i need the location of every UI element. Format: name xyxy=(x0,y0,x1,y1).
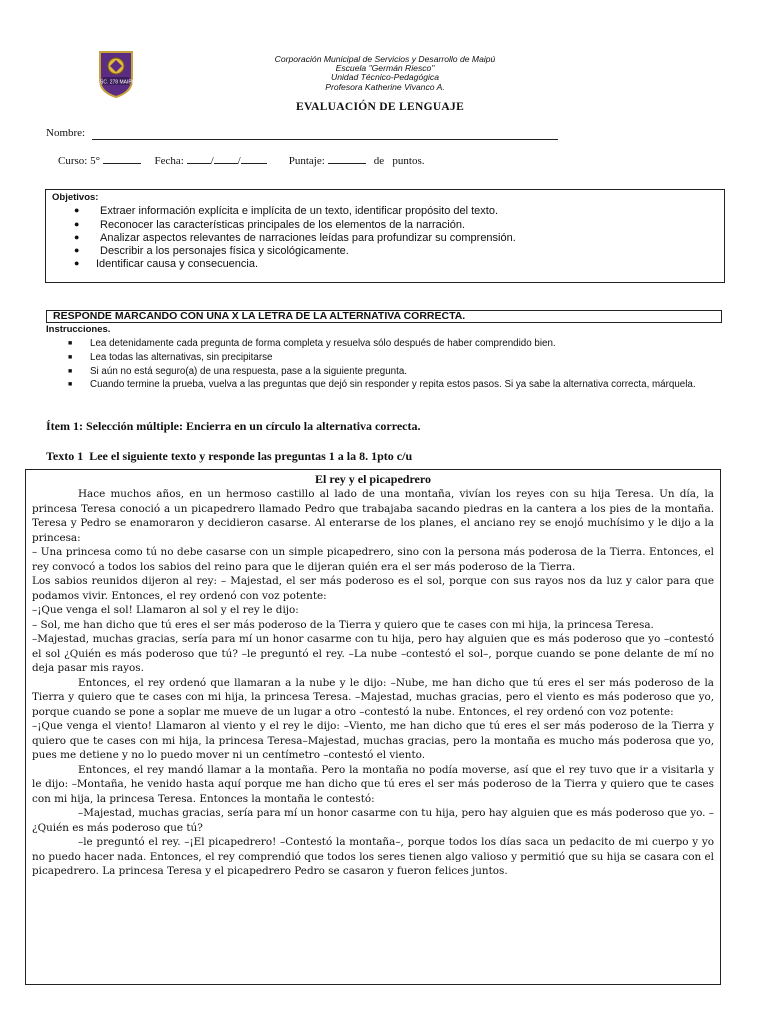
objectives-title: Objetivos: xyxy=(52,192,99,203)
square-bullet-icon: ■ xyxy=(68,354,73,361)
objective-text: Identificar causa y consecuencia. xyxy=(96,258,259,270)
name-field[interactable] xyxy=(92,139,558,140)
item-1-heading: Ítem 1: Selección múltiple: Encierra en un círculo la alternativa correcta. xyxy=(46,419,421,433)
course-label: Curso: 5° xyxy=(58,155,100,167)
objective-text: Analizar aspectos relevantes de narraciones leídas para profundizar su comprensión. xyxy=(100,232,516,244)
story-paragraph: Entonces, el rey mandó llamar a la montaña. Pero la montaña no podía moverse, así que el rey tuvo que ir a visitarla y le dijo: –Montaña, he venido hasta aquí porque me han dicho que tú eres el ser más poderoso de la Tierra y quiero que te cases con mi hija, la princesa Teresa. Entonces la montaña le contestó: xyxy=(32,763,714,805)
instruction-item xyxy=(68,378,718,391)
institution-line: Unidad Técnico-Pedagógica xyxy=(331,72,439,83)
story-paragraph: Hace muchos años, en un hermoso castillo al lado de una montaña, vivían los reyes con su hija Teresa. Un día, la princesa Teresa conoció a un picapedrero llamado Pedro que trabajaba sacando piedras en la cantera a los pies de la montaña. Teresa y Pedro se enamoraron y decidieron casarse. Al enterarse de los planes, el anciano rey se enojó muchísimo y le dijo a la princesa: xyxy=(32,488,714,544)
date-month-field[interactable] xyxy=(214,153,238,164)
date-year-field[interactable] xyxy=(241,153,267,164)
logo-text: ESC. 278 MAIPÚ xyxy=(98,79,134,86)
story-body xyxy=(32,487,714,879)
institution-line: Escuela "Germán Riesco" xyxy=(335,63,435,74)
institution-line: Profesora Katherine Vivanco A. xyxy=(325,81,445,92)
meta-row xyxy=(58,153,425,167)
score-label: Puntaje: xyxy=(288,155,325,167)
bullet-icon: ● xyxy=(74,219,80,229)
instruction-text: Cuando termine la prueba, vuelva a las preguntas que dejó sin responder y repita estos pasos. Si ya sabe la alternativa correcta, márquela. xyxy=(90,379,696,390)
instruction-item xyxy=(68,351,708,364)
story-paragraph: –Majestad, muchas gracias, sería para mí un honor casarme con tu hija, pero hay alguien que es más poderoso que yo. –¿Quién es más poderoso que tú? xyxy=(32,807,714,834)
instruction-text: Lea detenidamente cada pregunta de forma completa y resuelva sólo después de haber comprendido bien. xyxy=(90,338,556,349)
institution-line: Corporación Municipal de Servicios y Desarrollo de Maipú xyxy=(274,54,496,64)
bullet-icon: ● xyxy=(74,258,80,268)
course-field[interactable] xyxy=(103,153,141,164)
instruction-item xyxy=(68,337,708,350)
instructions-banner: RESPONDE MARCANDO CON UNA X LA LETRA DE LA ALTERNATIVA CORRECTA. xyxy=(46,310,722,323)
school-crest-icon xyxy=(98,50,134,98)
name-label: Nombre: xyxy=(46,127,86,139)
objective-text: Describir a los personajes física y sicológicamente. xyxy=(100,245,349,257)
bullet-icon: ● xyxy=(74,232,80,242)
bullet-icon: ● xyxy=(74,245,80,255)
date-day-field[interactable] xyxy=(187,153,211,164)
story-title: El rey y el picapedrero xyxy=(315,472,431,486)
objective-text: Extraer información explícita e implícita de un texto, identificar propósito del texto. xyxy=(100,205,499,217)
document-title: EVALUACIÓN DE LENGUAJE xyxy=(296,101,465,113)
instruction-text: Lea todas las alternativas, sin precipitarse xyxy=(90,352,273,363)
date-separator: / xyxy=(210,155,214,167)
story-paragraph: –¡Que venga el sol! Llamaron al sol y el rey le dijo: xyxy=(32,604,299,616)
story-paragraph: –¡Que venga el viento! Llamaron al viento y el rey le dijo: –Viento, me han dicho que tú eres el ser más poderoso de la Tierra y quiero que te cases con mi hija, la princesa Teresa–Majestad, muchas gracias, pero la montaña es mucho más poderosa que yo, pues me detiene y no lo puedo mover ni un centímetro –contestó el viento. xyxy=(32,720,714,761)
story-paragraph: –le preguntó el rey. –¡El picapedrero! –Contestó la montaña–, porque todos los días saca un pedacito de mi cuerpo y yo no puedo hacer nada. Entonces, el rey comprendió que todos los seres tienen algo valioso y permitió que su hija se casara con el picapedrero. La princesa Teresa y el picapedrero Pedro se casaron y fueron felices juntos. xyxy=(32,836,714,877)
instruction-text: Si aún no está seguro(a) de una respuesta, pase a la siguiente pregunta. xyxy=(90,366,407,377)
story-paragraph: –Majestad, muchas gracias, sería para mí un honor casarme con tu hija, pero hay alguien que es más poderoso que yo –contestó el sol ¿Quién es más poderoso que tú? –le preguntó el rey. –La nube –contestó el sol–, porque cuando se pone delante de mí no deja pasar mis rayos. xyxy=(32,633,714,674)
square-bullet-icon: ■ xyxy=(68,368,73,375)
objective-text: Reconocer las características principales de los elementos de la narración. xyxy=(100,219,466,231)
date-label: Fecha: xyxy=(154,155,184,167)
instructions-title: Instrucciones. xyxy=(46,324,111,335)
points-label: puntos. xyxy=(392,155,425,167)
instruction-item xyxy=(68,365,708,378)
square-bullet-icon: ■ xyxy=(68,340,73,347)
institution-block xyxy=(230,55,540,92)
square-bullet-icon: ■ xyxy=(68,381,73,388)
story-paragraph: – Sol, me han dicho que tú eres el ser más poderoso de la Tierra y quiero que te cases con mi hija, la princesa Teresa. xyxy=(32,618,654,631)
bullet-icon: ● xyxy=(74,205,80,215)
score-field[interactable] xyxy=(328,153,366,164)
school-logo xyxy=(98,50,134,98)
story-paragraph: Los sabios reunidos dijeron al rey: – Majestad, el ser más poderoso es el sol, porque con sus rayos nos da luz y calor para que podamos vivir. Entonces, el rey ordenó con voz potente: xyxy=(32,575,714,602)
of-label: de xyxy=(373,155,385,167)
story-paragraph: – Una princesa como tú no debe casarse con un simple picapedrero, sino con la persona más poderosa de la Tierra. Entonces, el rey convocó a todos los sabios del reino para que le dijeran quién era el ser más poderoso de la Tierra. xyxy=(32,546,714,573)
date-separator: / xyxy=(237,155,241,167)
texto-1-heading: Texto 1 Lee el siguiente texto y responde las preguntas 1 a la 8. 1pto c/u xyxy=(46,449,413,463)
story-paragraph: Entonces, el rey ordenó que llamaran a la nube y le dijo: –Nube, me han dicho que tú eres el ser más poderoso de la Tierra y quiero que te cases con mi hija, la princesa Teresa. –Majestad, muchas gracias, pero el viento es más poderoso que yo, porque cuando se pone a soplar me mueve de un lugar a otro –contestó la nube. Entonces, el rey ordenó con voz potente: xyxy=(32,676,714,718)
